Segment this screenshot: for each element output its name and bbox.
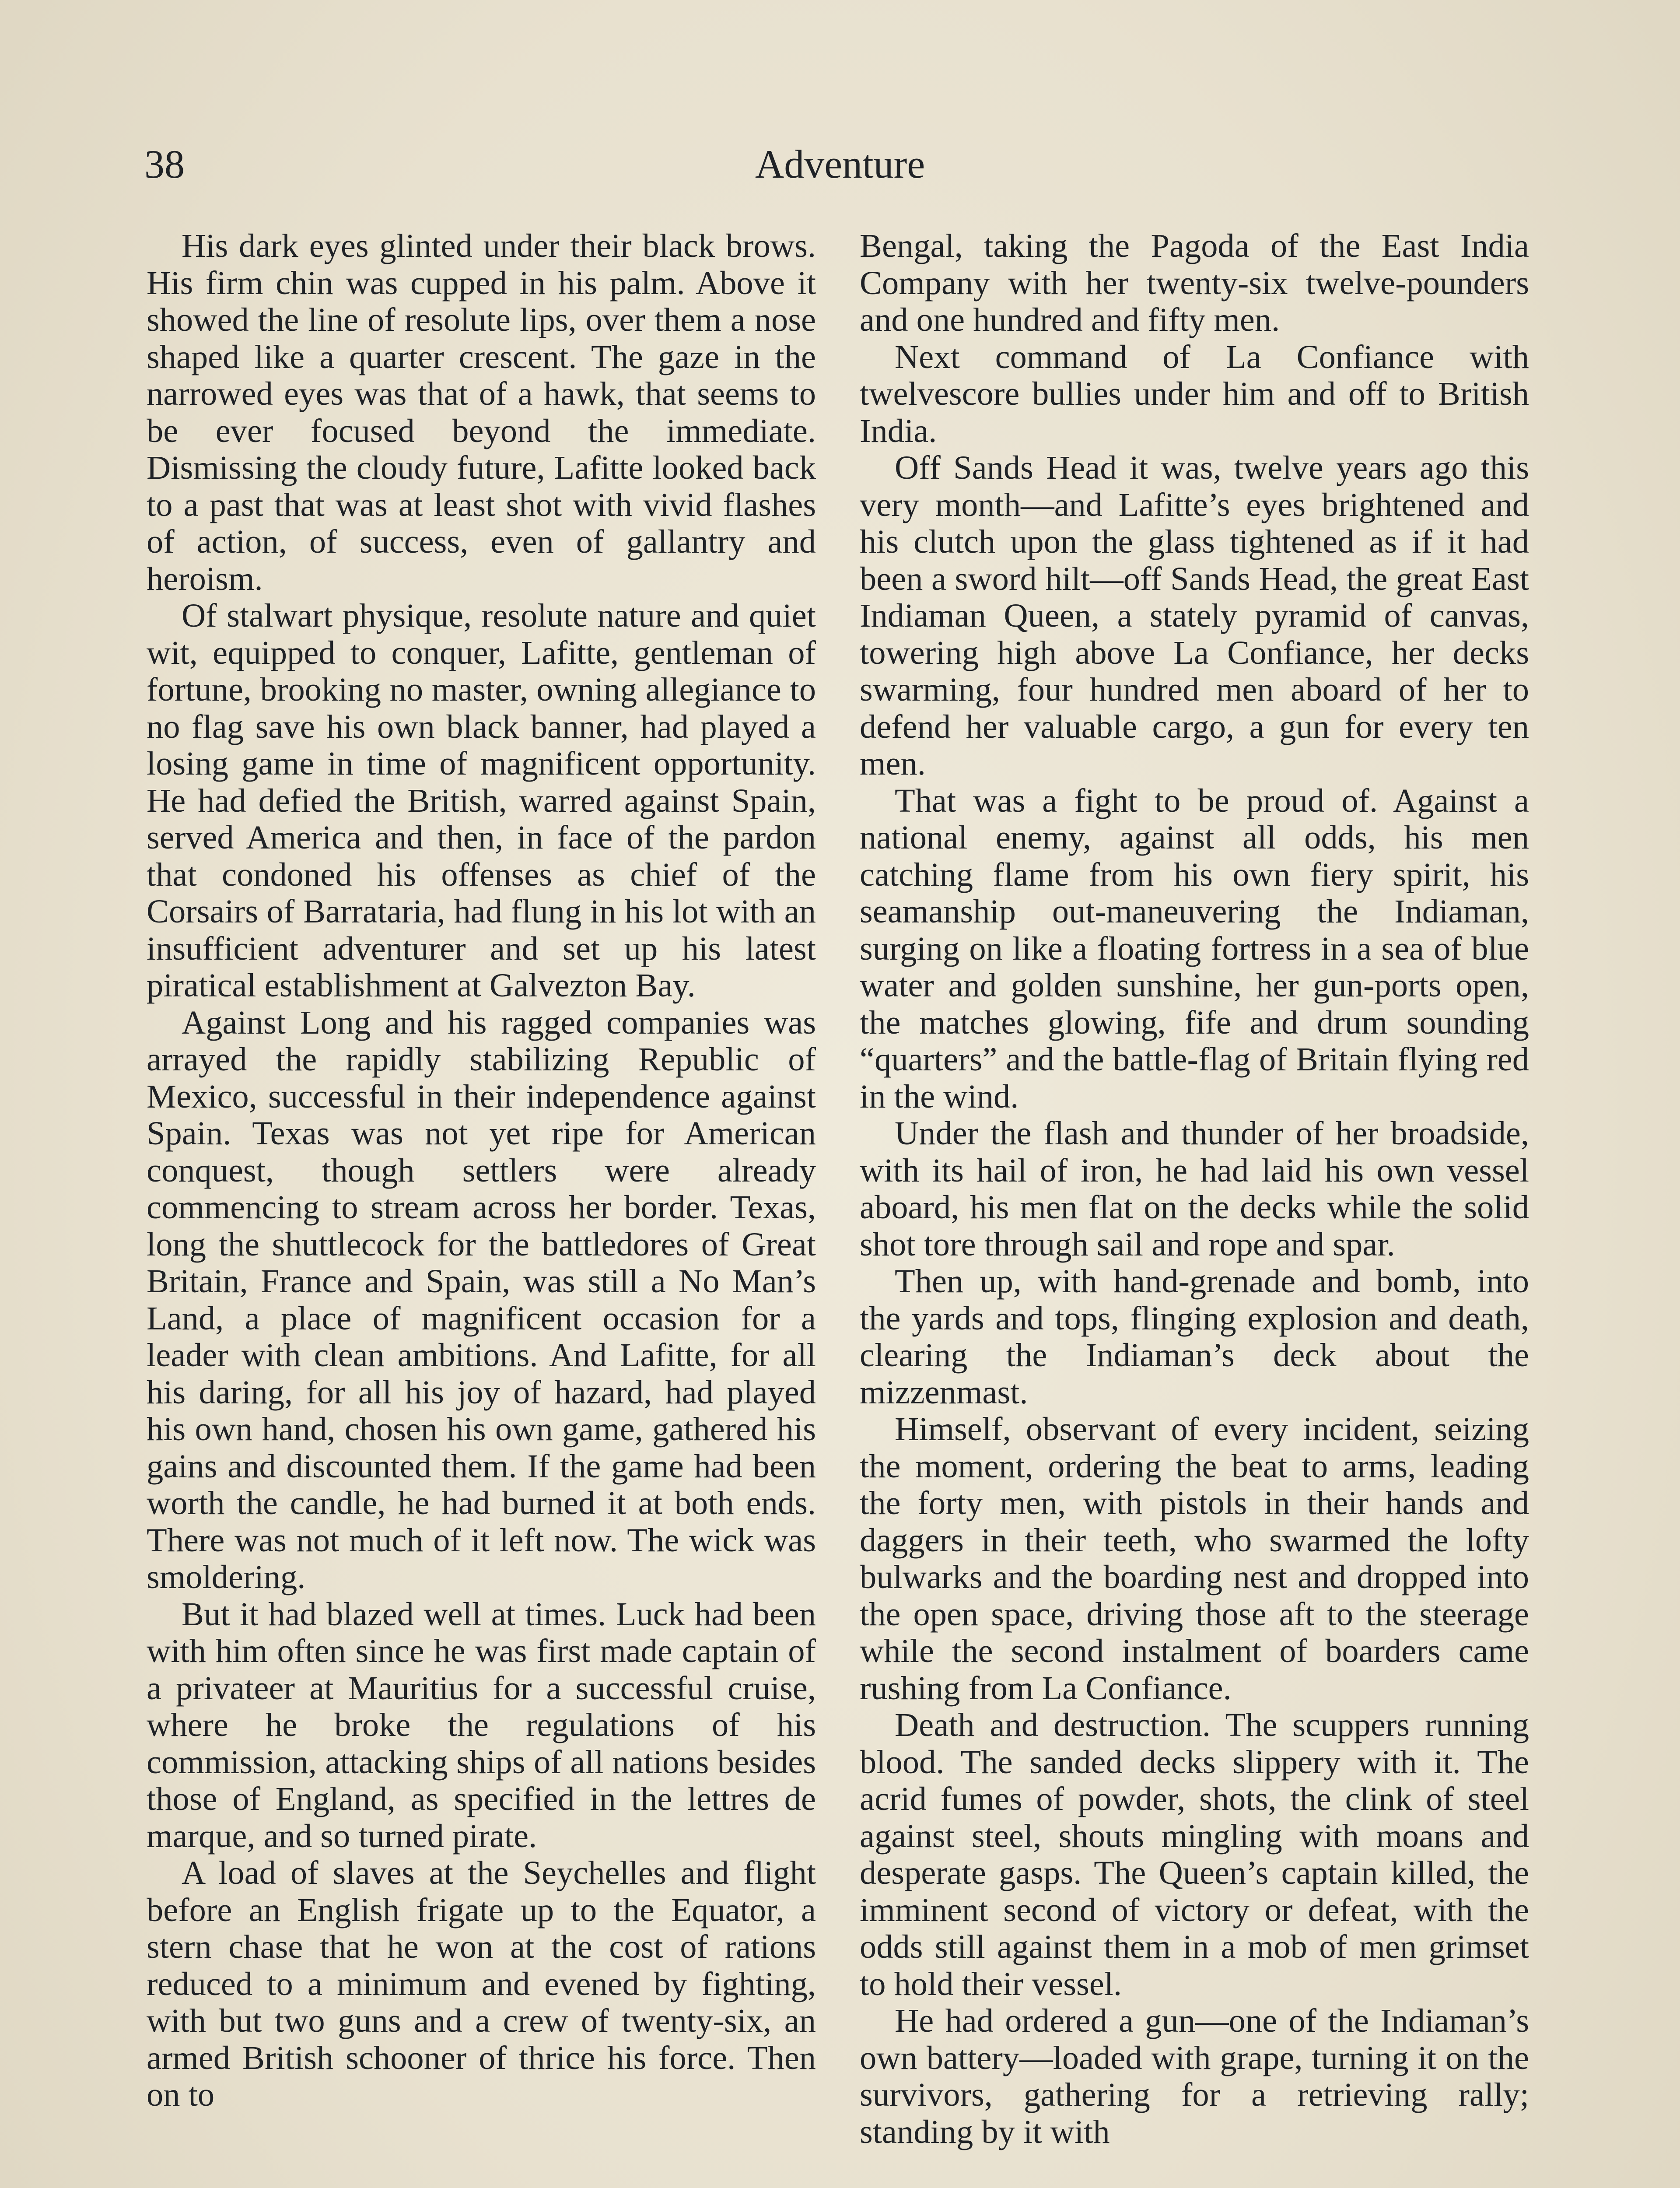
paragraph: His dark eyes glinted under their black brows. His firm chin was cupped in his palm. Above it showed the line of resolute lips, over them a nose shaped like a quarter crescent. The gaze in the narrowed eyes was that of a hawk, that seems to be ever focused beyond the immediate. Dismissing the cloudy future, Lafitte looked back to a past that was at least shot with vivid flashes of action, of success, even of gallantry and heroism. — [147, 227, 816, 597]
paragraph: But it had blazed well at times. Luck had been with him often since he was first made captain of a privateer at Mauritius for a successful cruise, where he broke the regulations of his commission, attacking ships of all nations besides those of England, as specified in the lettres de marque, and so turned pirate. — [147, 1595, 816, 1855]
left-column — [147, 228, 816, 2114]
paragraph: Under the flash and thunder of her broadside, with its hail of iron, he had laid his own vessel aboard, his men flat on the decks while the solid shot tore through sail and rope and spar. — [860, 1115, 1529, 1263]
running-title: Adventure — [755, 142, 925, 186]
paragraph: Himself, observant of every incident, seizing the moment, ordering the beat to arms, leading the forty men, with pistols in their hands and daggers in their teeth, who swarmed the lofty bulwarks and the boarding nest and dropped into the open space, driving those aft to the steerage while the second instalment of boarders came rushing from La Confiance. — [860, 1410, 1529, 1707]
paragraph: Off Sands Head it was, twelve years ago this very month—and Lafitte’s eyes brightened and his clutch upon the glass tightened as if it had been a sword hilt—off Sands Head, the great East Indiaman Queen, a stately pyramid of canvas, towering high above La Confiance, her decks swarming, four hundred men aboard of her to defend her valuable cargo, a gun for every ten men. — [860, 449, 1529, 782]
paragraph: Then up, with hand-grenade and bomb, into the yards and tops, flinging explosion and death, clearing the Indiaman’s deck about the mizzenmast. — [860, 1262, 1529, 1411]
right-column — [860, 228, 1529, 2150]
page-number: 38 — [144, 142, 185, 186]
paragraph: A load of slaves at the Seychelles and flight before an English frigate up to the Equator, a stern chase that he won at the cost of rations reduced to a minimum and evened by fighting, with but two guns and a crew of twenty-six, an armed British schooner of thrice his force. Then on to — [147, 1854, 816, 2113]
paragraph: He had ordered a gun—one of the Indiaman’s own battery—loaded with grape, turning it on the survivors, gathering for a retrieving rally; standing by it with — [860, 2002, 1529, 2150]
paragraph: Death and destruction. The scuppers running blood. The sanded decks slippery with it. The acrid fumes of powder, shots, the clink of steel against steel, shouts mingling with moans and desperate gasps. The Queen’s captain killed, the imminent second of victory or defeat, with the odds still against them in a mob of men grimset to hold their vessel. — [860, 1706, 1529, 2002]
paragraph: Next command of La Confiance with twelvescore bullies under him and off to British India. — [860, 338, 1529, 449]
paragraph: Of stalwart physique, resolute nature and quiet wit, equipped to conquer, Lafitte, gentleman of fortune, brooking no master, owning allegiance to no flag save his own black banner, had played a losing game in time of magnificent opportunity. He had defied the British, warred against Spain, served America and then, in face of the pardon that condoned his offenses as chief of the Corsairs of Barrataria, had flung in his lot with an insufficient adventurer and set up his latest piratical establishment at Galvezton Bay. — [147, 597, 816, 1004]
page-header — [144, 131, 1536, 197]
paragraph-continued: Bengal, taking the Pagoda of the East India Company with her twenty-six twelve-pounders and one hundred and fifty men. — [860, 227, 1529, 338]
paragraph: That was a fight to be proud of. Against a national enemy, against all odds, his men catching flame from his own fiery spirit, his seamanship out-maneuvering the Indiaman, surging on like a floating fortress in a sea of blue water and golden sunshine, her gun-ports open, the matches glowing, fife and drum sounding “quarters” and the battle-flag of Britain flying red in the wind. — [860, 782, 1529, 1115]
paragraph: Against Long and his ragged companies was arrayed the rapidly stabilizing Republic of Mexico, successful in their independence against Spain. Texas was not yet ripe for American conquest, though settlers were already commencing to stream across her border. Texas, long the shuttlecock for the battledores of Great Britain, France and Spain, was still a No Man’s Land, a place of magnificent occasion for a leader with clean ambitions. And Lafitte, for all his daring, for all his joy of hazard, had played his own hand, chosen his own game, gathered his gains and discounted them. If the game had been worth the candle, he had burned it at both ends. There was not much of it left now. The wick was smoldering. — [147, 1003, 816, 1595]
